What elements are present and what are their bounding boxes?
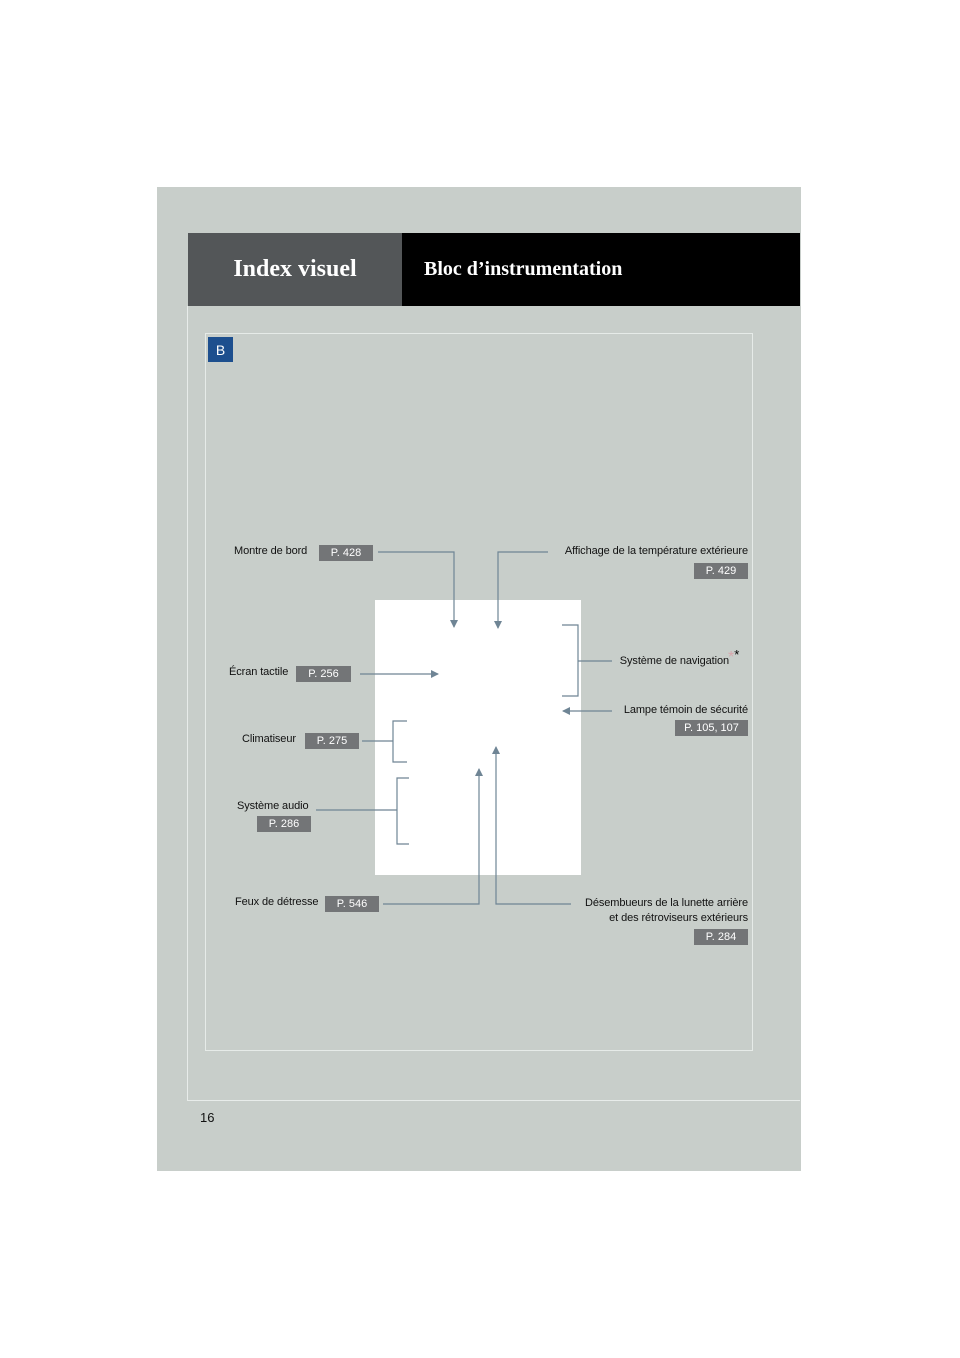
defogger-label-line1: Désembueurs de la lunette arrière <box>584 897 748 909</box>
security-lamp-page-ref[interactable]: P. 105, 107 <box>675 720 748 736</box>
audio-label: Système audio <box>237 800 309 812</box>
audio-page-ref[interactable]: P. 286 <box>257 816 311 832</box>
hazard-label: Feux de détresse <box>235 896 319 908</box>
clock-label: Montre de bord <box>234 545 308 557</box>
outside-temp-leader <box>498 552 548 628</box>
touch-screen-page-ref[interactable]: P. 256 <box>296 666 351 682</box>
section-title: Index visuel <box>188 233 402 306</box>
air-conditioner-bracket <box>393 721 407 762</box>
page-title: Bloc d’instrumentation <box>402 233 800 306</box>
outside-temp-label: Affichage de la température extérieure <box>564 545 748 557</box>
defogger-leader <box>496 747 571 904</box>
outside-temp-page-ref[interactable]: P. 429 <box>694 563 748 579</box>
footnote-asterisk: ** <box>728 647 740 666</box>
defogger-label-line2: et des rétroviseurs extérieurs <box>609 912 748 924</box>
navigation-bracket <box>562 625 578 696</box>
audio-bracket <box>397 778 409 844</box>
hazard-page-ref[interactable]: P. 546 <box>325 896 379 912</box>
touch-screen-label: Écran tactile <box>229 666 289 678</box>
defogger-page-ref[interactable]: P. 284 <box>694 929 748 945</box>
security-lamp-label: Lampe témoin de sécurité <box>623 704 748 716</box>
air-conditioner-page-ref[interactable]: P. 275 <box>305 733 359 749</box>
clock-page-ref[interactable]: P. 428 <box>319 545 373 561</box>
page-number: 16 <box>200 1110 215 1125</box>
section-badge: B <box>208 337 233 362</box>
navigation-label: Système de navigation <box>619 655 729 667</box>
clock-leader <box>378 552 454 627</box>
air-conditioner-label: Climatiseur <box>242 733 296 745</box>
